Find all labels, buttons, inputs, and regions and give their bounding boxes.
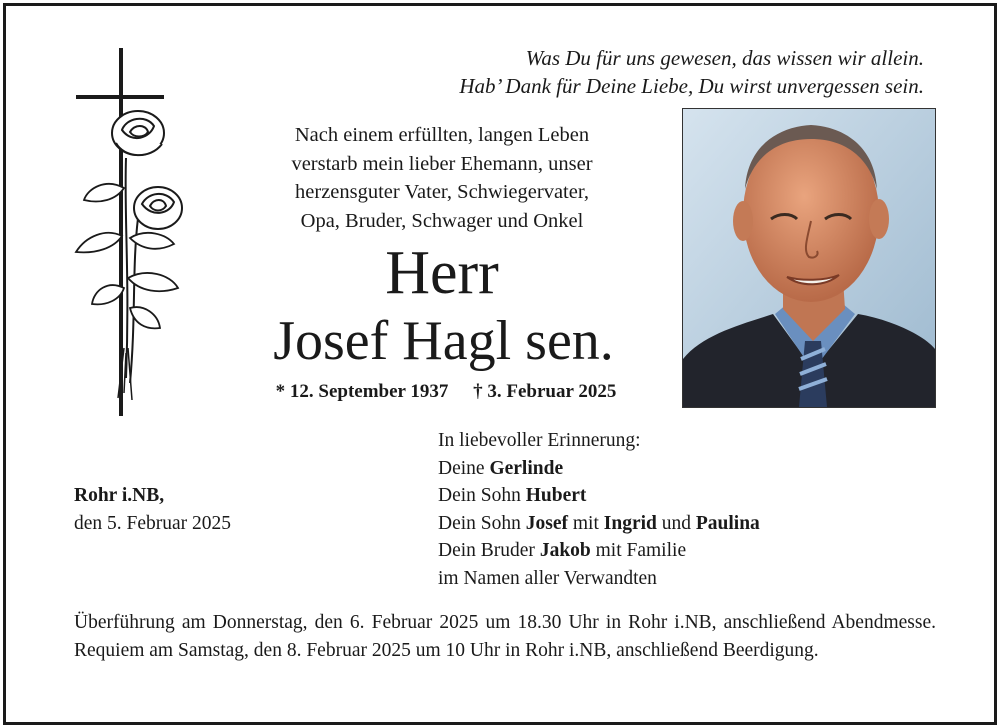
- place-and-date: [74, 482, 231, 538]
- intro-line: verstarb mein lieber Ehemann, unser: [291, 152, 593, 175]
- place-date: den 5. Februar 2025: [74, 513, 232, 534]
- birth-date: * 12. September 1937: [275, 381, 449, 402]
- mourner-name: Hubert: [525, 485, 587, 506]
- mourner-name: Jakob: [539, 540, 591, 561]
- mourner-line: im Namen aller Verwandten: [438, 567, 657, 589]
- place-town: Rohr i.NB,: [74, 485, 165, 506]
- relation-text: Deine: [438, 457, 490, 479]
- mourner-line: [438, 482, 760, 510]
- motto-line-1: Was Du für uns gewesen, das wissen wir allein.: [525, 46, 924, 70]
- cross-with-roses-icon: [66, 48, 196, 420]
- portrait-photo: [682, 108, 936, 408]
- mourner-name: Josef: [525, 512, 568, 534]
- mourner-name: Paulina: [695, 512, 760, 534]
- life-dates: [236, 378, 656, 406]
- relation-text: Dein Sohn: [438, 485, 526, 506]
- death-date: † 3. Februar 2025: [473, 381, 617, 402]
- intro-line: Opa, Bruder, Schwager und Onkel: [300, 209, 584, 232]
- funeral-notice: Überführung am Donnerstag, den 6. Februar 2025 um 18.30 Uhr in Rohr i.NB, anschließend Abendmesse. Requiem am Samstag, den 8. Februar 2025 um 10 Uhr in Rohr i.NB, anschließend Beerdigung.: [74, 612, 936, 661]
- mourners-heading: In liebevoller Erinnerung:: [438, 430, 641, 451]
- relation-text: Dein Bruder: [438, 540, 540, 561]
- relation-text: mit Familie: [590, 540, 687, 561]
- mourner-line: [438, 455, 760, 483]
- obituary-frame: [3, 3, 997, 725]
- salutation: Herr: [385, 239, 499, 307]
- relation-text: und: [656, 512, 696, 534]
- mourner-line: [438, 510, 760, 538]
- relation-text: mit: [568, 512, 604, 534]
- mourners-list: [438, 427, 760, 592]
- intro-line: Nach einem erfüllten, langen Leben: [294, 124, 590, 146]
- relation-text: Dein Sohn: [438, 512, 526, 534]
- mourner-line: [438, 537, 760, 565]
- mourner-name: Ingrid: [603, 512, 657, 534]
- deceased-name: Josef Hagl sen.: [273, 310, 614, 372]
- intro-line: herzensguter Vater, Schwiegervater,: [295, 181, 589, 203]
- intro-text: [236, 121, 648, 235]
- motto-quote: [459, 44, 924, 100]
- motto-line-2: Hab’ Dank für Deine Liebe, Du wirst unvergessen sein.: [459, 74, 924, 98]
- mourner-name: Gerlinde: [489, 457, 564, 479]
